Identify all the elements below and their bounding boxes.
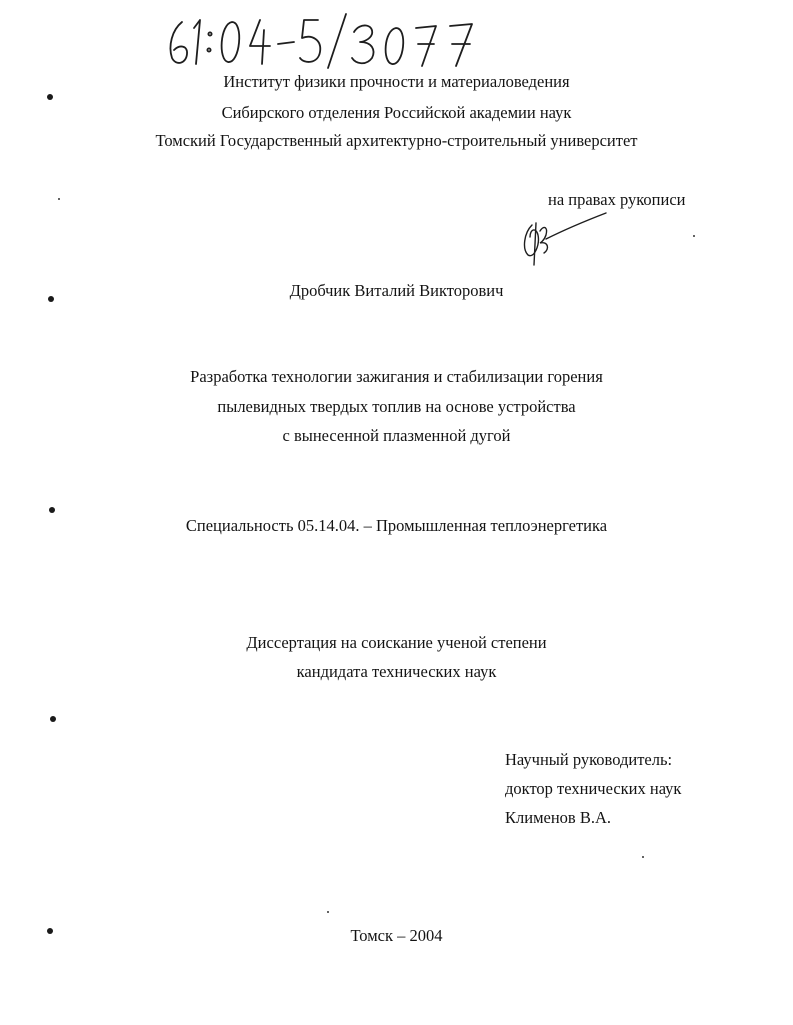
- scan-speck: [693, 235, 695, 237]
- institute-line-1: Институт физики прочности и материаловедения: [223, 72, 570, 91]
- binding-mark: [47, 928, 53, 934]
- specialty: Специальность 05.14.04. – Промышленная теплоэнергетика: [185, 516, 608, 535]
- binding-mark: [47, 94, 53, 100]
- title-line-1: Разработка технологии зажигания и стабилизации горения: [190, 367, 603, 386]
- title-line-3: с вынесенной плазменной дугой: [282, 426, 511, 445]
- signature: [510, 205, 620, 270]
- manuscript-rights: на правах рукописи: [548, 190, 686, 209]
- title-line-2: пылевидных твердых топлив на основе устройства: [217, 397, 576, 416]
- archive-number-handwritten: [160, 8, 520, 72]
- dissertation-line-2: кандидата технических наук: [296, 662, 497, 681]
- binding-mark: [50, 716, 56, 722]
- dissertation-line-1: Диссертация на соискание ученой степени: [246, 633, 547, 652]
- archive-number-drawing: [160, 8, 520, 72]
- scan-speck: [327, 911, 329, 913]
- supervisor-degree: доктор технических наук: [505, 779, 682, 798]
- scan-speck: [58, 198, 60, 200]
- supervisor-label: Научный руководитель:: [505, 750, 673, 769]
- institute-line-2: Сибирского отделения Российской академии наук: [221, 103, 572, 122]
- signature-drawing: [510, 205, 620, 270]
- scan-speck: [642, 856, 644, 858]
- city-year: Томск – 2004: [350, 926, 443, 945]
- author-name: Дробчик Виталий Викторович: [289, 281, 504, 300]
- university-name: Томский Государственный архитектурно-строительный университет: [155, 131, 638, 150]
- binding-mark: [48, 296, 54, 302]
- supervisor-name: Клименов В.А.: [505, 808, 612, 827]
- binding-mark: [49, 507, 55, 513]
